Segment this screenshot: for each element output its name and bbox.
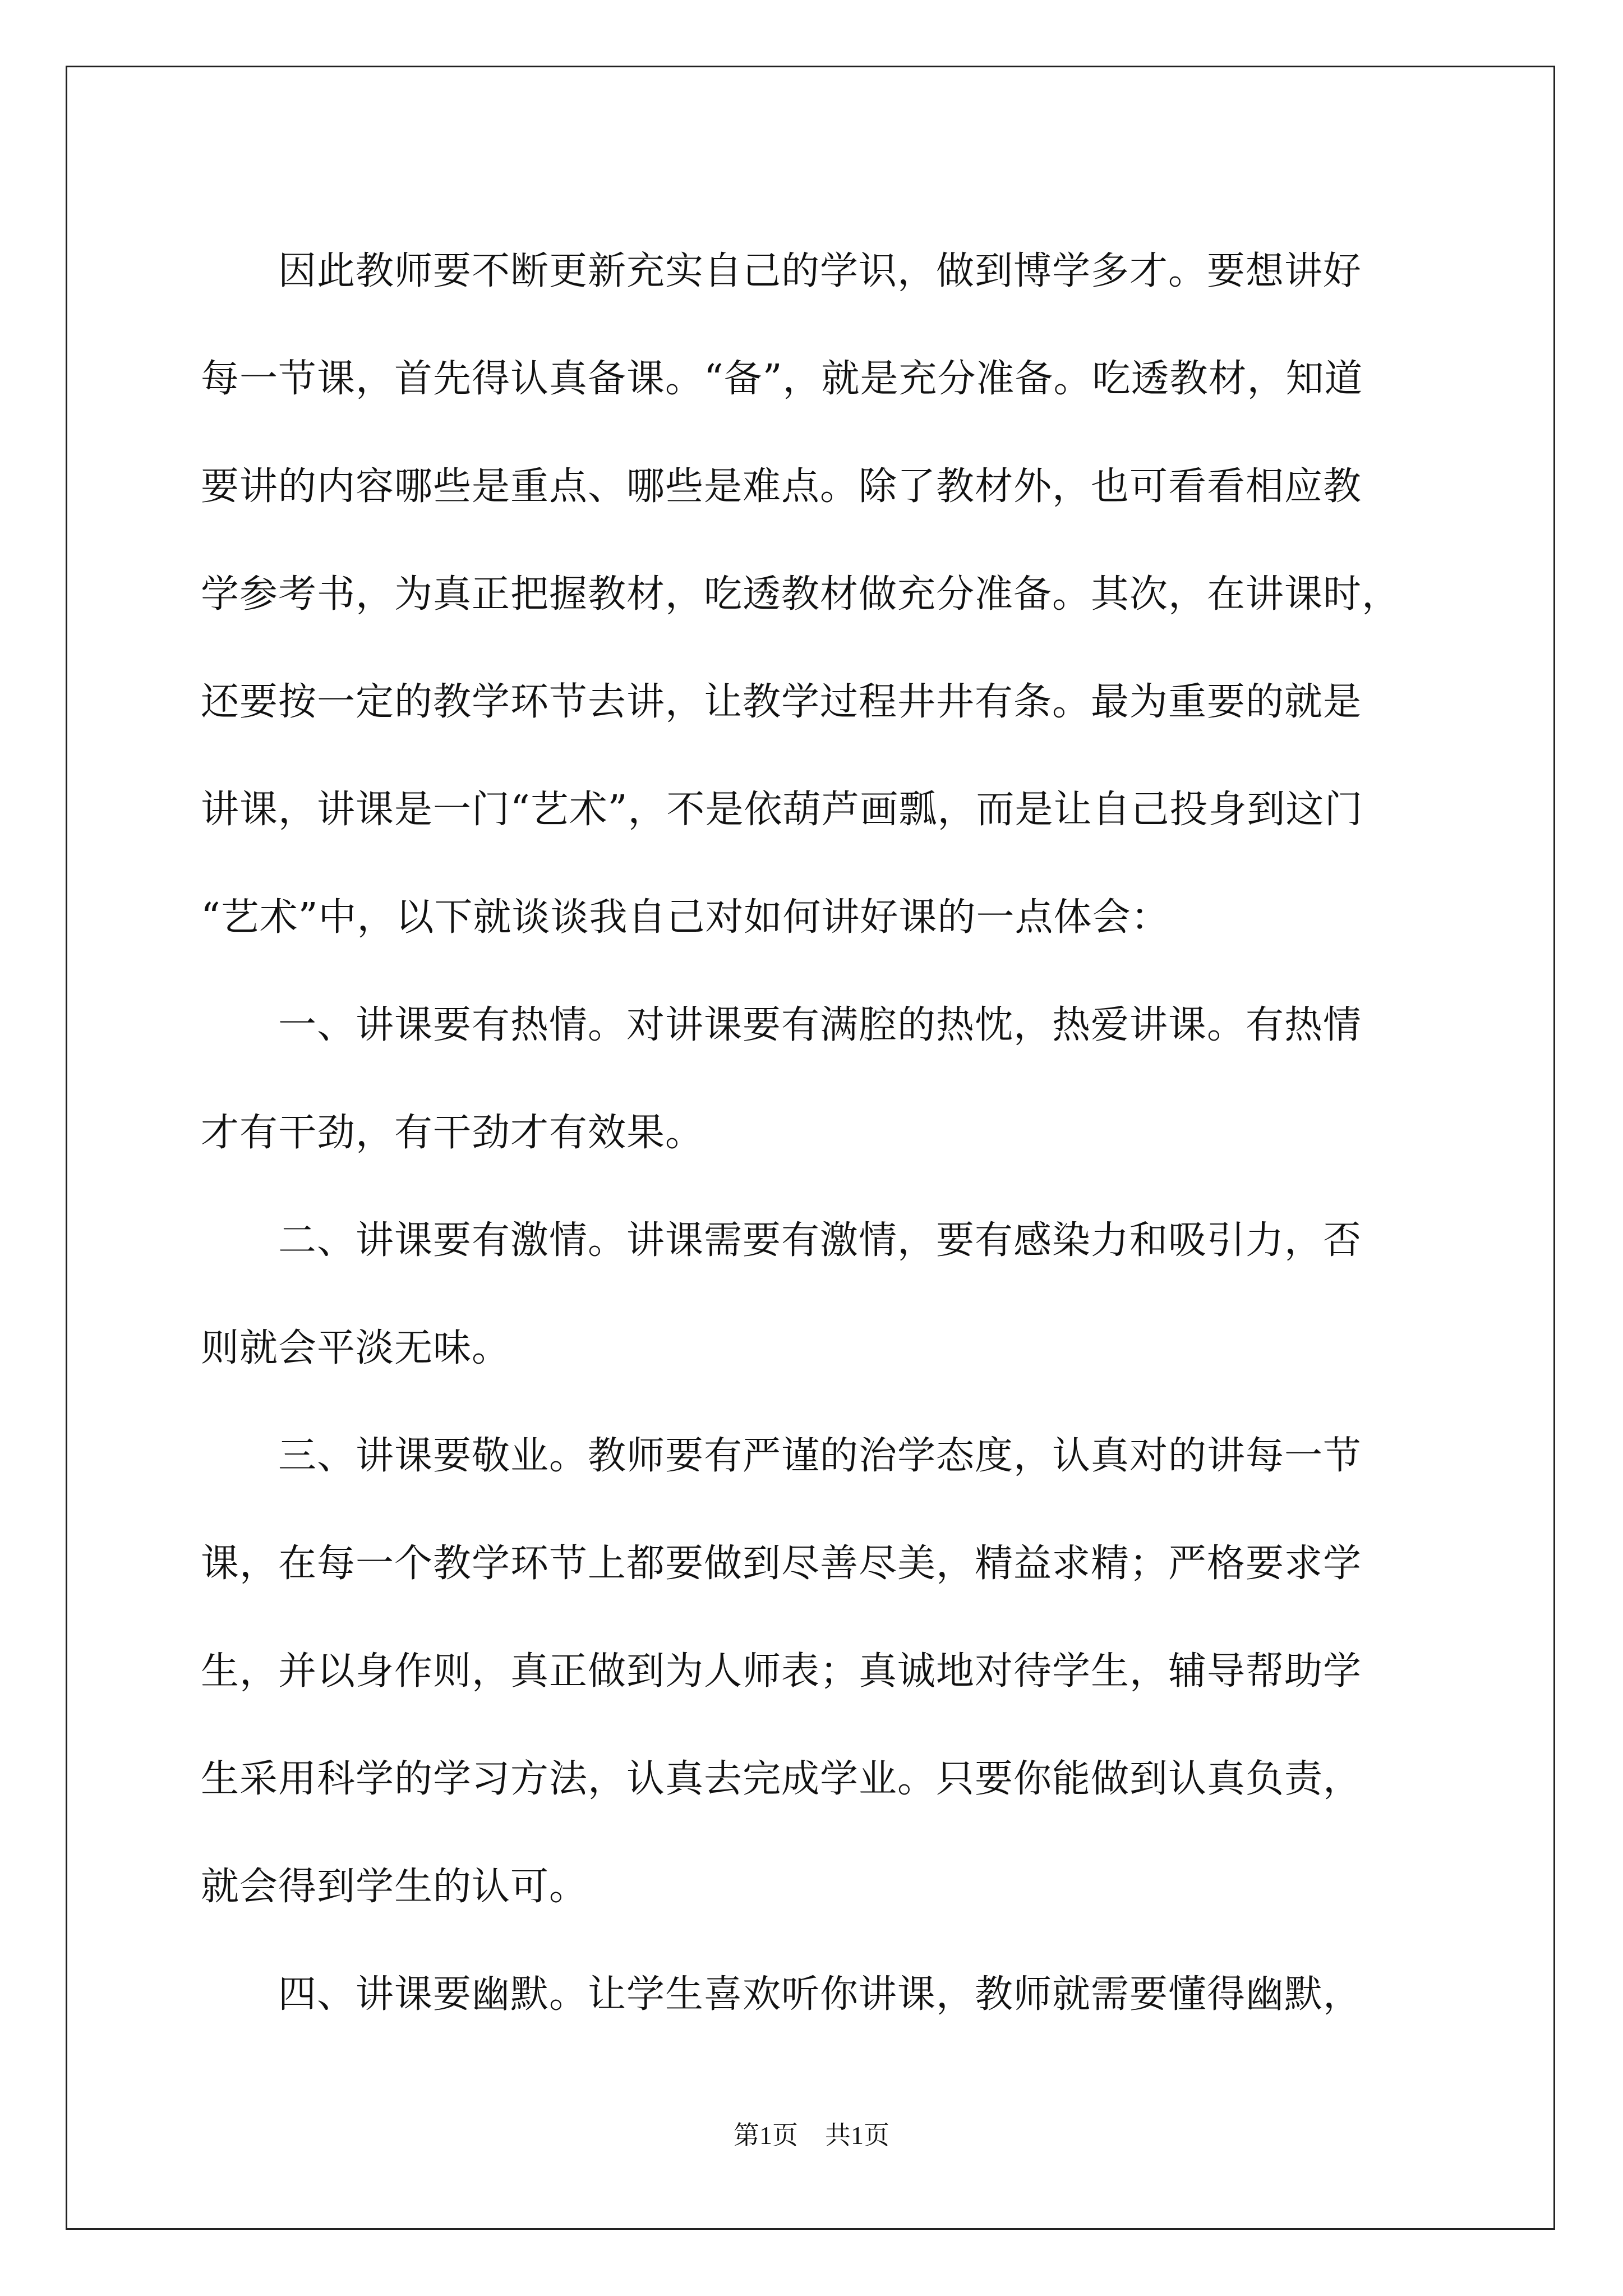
text-line: 每一节课，首先得认真备课。“备”，就是充分准备。吃透教材，知道 (201, 357, 1363, 401)
text-line: 还要按一定的教学环节去讲，让教学过程井井有条。最为重要的就是 (201, 680, 1362, 724)
text-line: 学参考书，为真正把握教材，吃透教材做充分准备。其次，在讲课时， (201, 572, 1401, 616)
text-line: 要讲的内容哪些是重点、哪些是难点。除了教材外，也可看看相应教 (201, 464, 1362, 509)
text-line: 生采用科学的学习方法，认真去完成学业。只要你能做到认真负责， (201, 1757, 1362, 1801)
document-body (201, 218, 1435, 2049)
text-line: 讲课，讲课是一门“艺术”，不是依葫芦画瓢，而是让自己投身到这门 (201, 788, 1363, 832)
text-line: 才有干劲，有干劲才有效果。 (201, 1111, 704, 1155)
page-total: 共1页 (825, 2121, 889, 2150)
text-line: 就会得到学生的认可。 (201, 1865, 588, 1909)
text-line: 课，在每一个教学环节上都要做到尽善尽美，精益求精；严格要求学 (201, 1542, 1362, 1586)
page-number: 第1页 (734, 2121, 798, 2150)
text-line: 一、讲课要有热情。对讲课要有满腔的热忱，热爱讲课。有热情 (201, 1003, 1362, 1047)
text-line: 因此教师要不断更新充实自己的学识，做到博学多才。要想讲好 (201, 249, 1362, 293)
page-footer (0, 2119, 1623, 2152)
text-line: 四、讲课要幽默。让学生喜欢听你讲课，教师就需要懂得幽默， (201, 1972, 1362, 2017)
text-line: 生，并以身作则，真正做到为人师表；真诚地对待学生，辅导帮助学 (201, 1649, 1362, 1694)
text-line: 二、讲课要有激情。讲课需要有激情，要有感染力和吸引力，否 (201, 1218, 1362, 1263)
text-line: 则就会平淡无味。 (201, 1326, 511, 1370)
text-line: “艺术”中，以下就谈谈我自己对如何讲好课的一点体会： (201, 895, 1170, 940)
text-line: 三、讲课要敬业。教师要有严谨的治学态度，认真对的讲每一节 (201, 1434, 1362, 1478)
